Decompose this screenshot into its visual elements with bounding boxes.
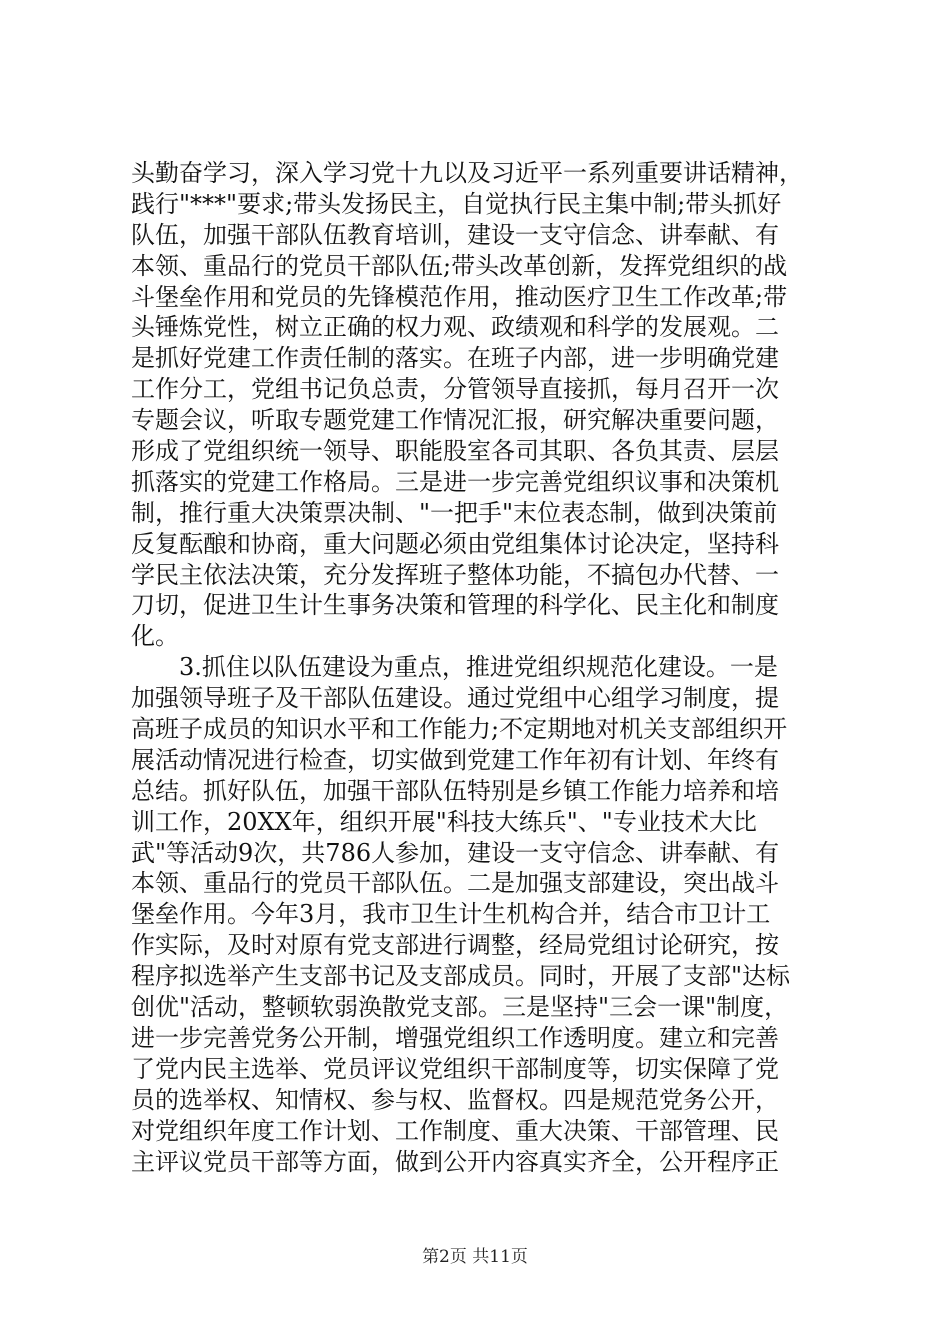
text-line: 展活动情况进行检查，切实做到党建工作年初有计划、年终有 [131, 745, 779, 774]
text-line: 化。 [131, 622, 179, 651]
text-line: 斗堡垒作用和党员的先锋模范作用，推动医疗卫生工作改革;带 [131, 282, 788, 311]
text-line: 加强领导班子及干部队伍建设。通过党组中心组学习制度，提 [131, 684, 779, 713]
text-line: 武"等活动9次，共786人参加，建设一支守信念、讲奉献、有 [131, 838, 780, 867]
text-line: 创优"活动，整顿软弱涣散党支部。三是坚持"三会一课"制度， [131, 993, 789, 1022]
body-text [131, 158, 823, 1177]
text-line: 头勤奋学习，深入学习党十九以及习近平一系列重要讲话精神， [131, 159, 803, 187]
text-line: 训工作，20XX年，组织开展"科技大练兵"、"专业技术大比 [131, 807, 757, 836]
text-line: 对党组织年度工作计划、工作制度、重大决策、干部管理、民 [131, 1116, 779, 1145]
text-line: 学民主依法决策，充分发挥班子整体功能，不搞包办代替、一 [131, 560, 779, 589]
text-line: 队伍，加强干部队伍教育培训，建设一支守信念、讲奉献、有 [131, 220, 779, 249]
text-line: 工作分工，党组书记负总责，分管领导直接抓，每月召开一次 [131, 375, 779, 404]
text-line: 员的选举权、知情权、参与权、监督权。四是规范党务公开， [131, 1085, 779, 1114]
text-line: 堡垒作用。今年3月，我市卫生计生机构合并，结合市卫计工 [131, 900, 771, 929]
text-line: 高班子成员的知识水平和工作能力;不定期地对机关支部组织开 [131, 715, 788, 744]
text-line: 践行"***"要求;带头发扬民主，自觉执行民主集中制;带头抓好 [131, 189, 782, 218]
text-line: 主评议党员干部等方面，做到公开内容真实齐全，公开程序正 [131, 1147, 779, 1176]
text-line: 专题会议，听取专题党建工作情况汇报，研究解决重要问题， [131, 406, 779, 435]
text-line: 程序拟选举产生支部书记及支部成员。同时，开展了支部"达标 [131, 962, 791, 991]
text-line: 形成了党组织统一领导、职能股室各司其职、各负其责、层层 [131, 437, 779, 466]
text-line: 反复酝酿和协商，重大问题必须由党组集体讨论决定，坚持科 [131, 529, 779, 558]
text-line: 抓落实的党建工作格局。三是进一步完善党组织议事和决策机 [131, 467, 779, 496]
text-line: 刀切，促进卫生计生事务决策和管理的科学化、民主化和制度 [131, 591, 779, 620]
text-line: 本领、重品行的党员干部队伍;带头改革创新，发挥党组织的战 [131, 251, 788, 280]
text-line: 了党内民主选举、党员评议党组织干部制度等，切实保障了党 [131, 1054, 779, 1083]
text-line: 头锤炼党性，树立正确的权力观、政绩观和科学的发展观。二 [131, 313, 779, 342]
text-line: 进一步完善党务公开制，增强党组织工作透明度。建立和完善 [131, 1023, 779, 1052]
text-line: 总结。抓好队伍，加强干部队伍特别是乡镇工作能力培养和培 [131, 776, 779, 805]
text-line: 是抓好党建工作责任制的落实。在班子内部，进一步明确党建 [131, 344, 779, 373]
text-line: 作实际，及时对原有党支部进行调整，经局党组讨论研究，按 [131, 931, 779, 960]
text-line: 制，推行重大决策票决制、"一把手"末位表态制，做到决策前 [131, 498, 778, 527]
text-line: 本领、重品行的党员干部队伍。二是加强支部建设，突出战斗 [131, 869, 779, 898]
text-line: 3.抓住以队伍建设为重点，推进党组织规范化建设。一是 [131, 653, 778, 682]
page-footer: 第2页 共11页 [422, 1247, 528, 1267]
